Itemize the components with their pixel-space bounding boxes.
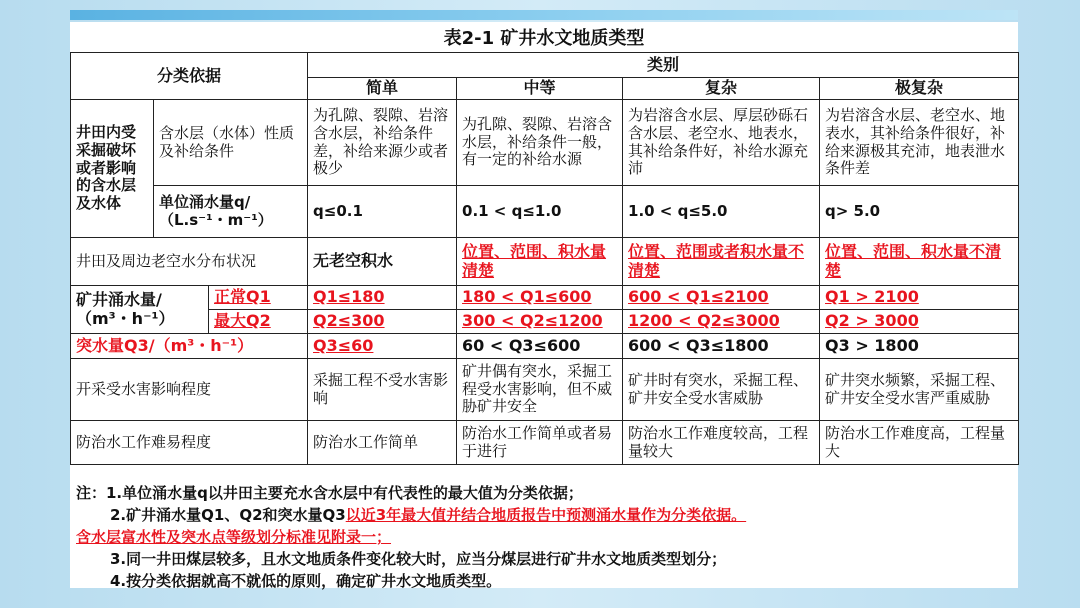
top-accent-bar [70, 10, 1018, 20]
document-sheet [70, 22, 1018, 588]
header-level-complex: 复杂 [623, 78, 820, 100]
old-goaf-cell: 无老空积水 [308, 238, 457, 286]
mining-impact-label: 开采受水害影响程度 [71, 359, 308, 421]
note-1: 注：1.单位涌水量q以井田主要充水含水层中有代表性的最大值为分类依据； [76, 484, 583, 502]
unit-inflow-cell: q≤0.1 [308, 186, 457, 238]
aquifer-props-cell: 为岩溶含水层、厚层砂砾石含水层、老空水、地表水，其补给条件好，补给水源充沛 [623, 100, 820, 186]
mining-impact-cell: 采掘工程不受水害影响 [308, 359, 457, 421]
normal-inflow-cell: 180 < Q1≤600 [457, 286, 623, 310]
note-3: 3.同一井田煤层较多，且水文地质条件变化较大时，应当分煤层进行矿井水文地质类型划分； [110, 550, 727, 568]
old-goaf-cell: 位置、范围、积水量不清楚 [820, 238, 1019, 286]
header-category: 类别 [308, 53, 1019, 78]
mining-impact-cell: 矿井时有突水，采掘工程、矿井安全受水害威胁 [623, 359, 820, 421]
mine-inflow-label: 矿井涌水量/（m³・h⁻¹） [71, 286, 209, 334]
normal-inflow-label: 正常Q1 [209, 286, 308, 310]
difficulty-cell: 防治水工作难度较高，工程量较大 [623, 421, 820, 465]
difficulty-cell: 防治水工作难度高，工程量大 [820, 421, 1019, 465]
difficulty-label: 防治水工作难易程度 [71, 421, 308, 465]
hydro-type-table [70, 52, 1019, 465]
unit-inflow-cell: 0.1 < q≤1.0 [457, 186, 623, 238]
unit-inflow-cell: 1.0 < q≤5.0 [623, 186, 820, 238]
inrush-cell: 60 < Q3≤600 [457, 334, 623, 359]
aquifer-props-label: 含水层（水体）性质及补给条件 [154, 100, 308, 186]
aquifer-props-cell: 为孔隙、裂隙、岩溶含水层，补给条件一般，有一定的补给水源 [457, 100, 623, 186]
inrush-cell: 600 < Q3≤1800 [623, 334, 820, 359]
unit-inflow-cell: q> 5.0 [820, 186, 1019, 238]
normal-inflow-cell: Q1 > 2100 [820, 286, 1019, 310]
unit-inflow-label: 单位涌水量q/（L.s⁻¹・m⁻¹） [154, 186, 308, 238]
old-goaf-label: 井田及周边老空水分布状况 [71, 238, 308, 286]
table-notes [76, 482, 1016, 592]
mining-impact-cell: 矿井偶有突水，采掘工程受水害影响，但不威胁矿井安全 [457, 359, 623, 421]
note-4: 4.按分类依据就高不就低的原则，确定矿井水文地质类型。 [110, 572, 502, 590]
old-goaf-cell: 位置、范围或者积水量不清楚 [623, 238, 820, 286]
note-2-highlight: 以近3年最大值并结合地质报告中预测涌水量作为分类依据。 [345, 506, 747, 524]
inrush-label: 突水量Q3/（m³・h⁻¹） [71, 334, 308, 359]
table-title: 表2-1 矿井水文地质类型 [443, 28, 645, 49]
header-level-simple: 简单 [308, 78, 457, 100]
inrush-cell: Q3 > 1800 [820, 334, 1019, 359]
aquifer-props-cell: 为岩溶含水层、老空水、地表水，其补给条件很好，补给来源极其充沛，地表泄水条件差 [820, 100, 1019, 186]
header-level-very-complex: 极复杂 [820, 78, 1019, 100]
max-inflow-cell: Q2 > 3000 [820, 310, 1019, 334]
header-level-medium: 中等 [457, 78, 623, 100]
note-2 [76, 504, 1016, 526]
normal-inflow-cell: Q1≤180 [308, 286, 457, 310]
aquifer-group-label: 井田内受采掘破坏或者影响的含水层及水体 [71, 100, 154, 238]
difficulty-cell: 防治水工作简单 [308, 421, 457, 465]
max-inflow-cell: 1200 < Q2≤3000 [623, 310, 820, 334]
max-inflow-cell: Q2≤300 [308, 310, 457, 334]
difficulty-cell: 防治水工作简单或者易于进行 [457, 421, 623, 465]
inrush-cell: Q3≤60 [308, 334, 457, 359]
max-inflow-label: 最大Q2 [209, 310, 308, 334]
mining-impact-cell: 矿井突水频繁，采掘工程、矿井安全受水害严重威胁 [820, 359, 1019, 421]
aquifer-props-cell: 为孔隙、裂隙、岩溶含水层，补给条件差，补给来源少或者极少 [308, 100, 457, 186]
max-inflow-cell: 300 < Q2≤1200 [457, 310, 623, 334]
normal-inflow-cell: 600 < Q1≤2100 [623, 286, 820, 310]
old-goaf-cell: 位置、范围、积水量清楚 [457, 238, 623, 286]
note-2-text: 2.矿井涌水量Q1、Q2和突水量Q3 [110, 506, 346, 524]
header-basis: 分类依据 [71, 53, 308, 100]
note-2-continuation: 含水层富水性及突水点等级划分标准见附录一； [76, 528, 392, 546]
